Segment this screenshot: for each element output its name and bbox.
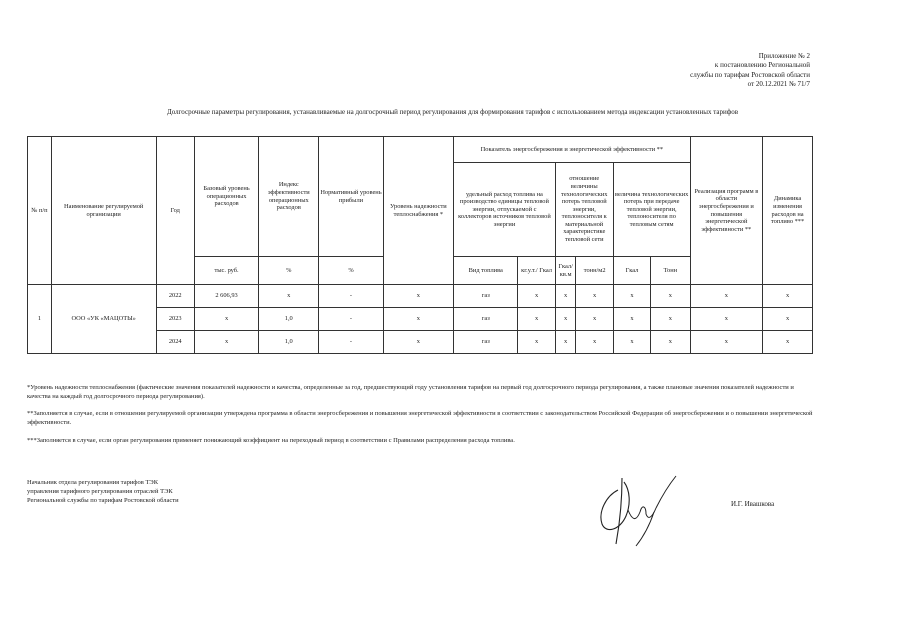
unit-fuel-type: Вид топлива bbox=[454, 257, 518, 285]
unit-base-costs: тыс. руб. bbox=[194, 257, 258, 285]
cell-base: 2 606,93 bbox=[194, 285, 258, 308]
cell-index: 1,0 bbox=[259, 308, 319, 331]
signatory-name: И.Г. Ивашкова bbox=[731, 500, 775, 508]
cell-profit: - bbox=[319, 308, 383, 331]
appendix-block bbox=[690, 52, 810, 90]
signatory-position bbox=[27, 478, 179, 506]
cell-value: x bbox=[555, 308, 576, 331]
cell-value: x bbox=[651, 285, 690, 308]
cell-base: x bbox=[194, 308, 258, 331]
cell-value: x bbox=[555, 331, 576, 354]
footnote-energy-program: **Заполняется в случае, если в отношении регулируемой организации утверждена программа в области энергосбережения и повышения энергетической эффективности в соответствии с законодательством Российской Федерации об энергосбережении и о повышении энергетической эффективности. bbox=[27, 410, 813, 426]
cell-year: 2023 bbox=[156, 308, 194, 331]
unit-profit: % bbox=[319, 257, 383, 285]
unit-fuel: кг.у.т./ Гкал bbox=[518, 257, 555, 285]
header-program: Реализация программ в области энергосбережения и повышения энергетической эффективности ** bbox=[690, 137, 763, 285]
header-reliability: Уровень надежности теплоснабжения * bbox=[383, 137, 454, 285]
cell-value: x bbox=[576, 285, 613, 308]
cell-value: x bbox=[555, 285, 576, 308]
cell-value: x bbox=[613, 308, 650, 331]
header-base-costs: Базовый уровень операционных расходов bbox=[194, 137, 258, 257]
cell-reliability: x bbox=[383, 331, 454, 354]
appendix-line: от 20.12.2021 № 71/7 bbox=[747, 80, 810, 89]
cell-value: x bbox=[518, 285, 555, 308]
cell-value: x bbox=[763, 308, 813, 331]
cell-value: x bbox=[690, 308, 763, 331]
signatory-line: Начальник отдела регулирования тарифов ТЭК bbox=[27, 479, 159, 486]
handwritten-signature bbox=[592, 470, 682, 548]
signatory-line: управления тарифного регулирования отраслей ТЭК bbox=[27, 488, 173, 496]
cell-value: x bbox=[651, 308, 690, 331]
document-title: Долгосрочные параметры регулирования, устанавливаемые на долгосрочный период регулирования для формирования тарифов с использованием метода индексации установленных тарифов bbox=[166, 108, 739, 116]
appendix-line: к постановлению Региональной bbox=[714, 61, 810, 70]
cell-profit: - bbox=[319, 285, 383, 308]
cell-value: x bbox=[651, 331, 690, 354]
org-num: 1 bbox=[28, 285, 52, 354]
cell-reliability: x bbox=[383, 285, 454, 308]
appendix-line: службы по тарифам Ростовской области bbox=[690, 70, 810, 79]
cell-fuel: газ bbox=[454, 308, 518, 331]
unit-gcal-km: Гкал/ кв.м bbox=[555, 257, 576, 285]
header-loss-ratio: отношение величины технологических потерь тепловой энергии, теплоносителя к материальной характеристике тепловой сети bbox=[555, 163, 613, 257]
cell-value: x bbox=[690, 331, 763, 354]
cell-value: x bbox=[518, 308, 555, 331]
unit-ton-m2: тонн/м2 bbox=[576, 257, 613, 285]
header-org: Наименование регулируемой организации bbox=[51, 137, 156, 285]
cell-value: x bbox=[763, 331, 813, 354]
cell-value: x bbox=[576, 308, 613, 331]
header-num: № п/п bbox=[28, 137, 52, 285]
cell-base: x bbox=[194, 331, 258, 354]
signatory-line: Региональной службы по тарифам Ростовской области bbox=[27, 497, 179, 505]
cell-reliability: x bbox=[383, 308, 454, 331]
appendix-line: Приложение № 2 bbox=[758, 52, 810, 60]
footnote-reliability: *Уровень надежности теплоснабжения (фактические значения показателей надежности и качества, определенные за год, предшествующий году установления тарифов на первый год долгосрочного периода регулирования, а также плановые значения показателей надежности и качества на каждый год долгосрочного периода регулирования). bbox=[27, 384, 794, 400]
header-index: Индекс эффективности операционных расходов bbox=[259, 137, 319, 257]
cell-year: 2024 bbox=[156, 331, 194, 354]
cell-value: x bbox=[690, 285, 763, 308]
cell-profit: - bbox=[319, 331, 383, 354]
cell-value: x bbox=[576, 331, 613, 354]
parameters-table bbox=[27, 136, 813, 354]
cell-value: x bbox=[518, 331, 555, 354]
header-dynamics: Динамика изменения расходов на топливо *** bbox=[763, 137, 813, 285]
header-profit: Нормативный уровень прибыли bbox=[319, 137, 383, 257]
cell-value: x bbox=[613, 331, 650, 354]
cell-year: 2022 bbox=[156, 285, 194, 308]
unit-gcal: Гкал bbox=[613, 257, 650, 285]
cell-index: x bbox=[259, 285, 319, 308]
cell-fuel: газ bbox=[454, 285, 518, 308]
cell-value: x bbox=[763, 285, 813, 308]
header-energy-group: Показатель энергосбережения и энергетической эффективности ** bbox=[454, 137, 690, 163]
header-year: Год bbox=[156, 137, 194, 285]
unit-index: % bbox=[259, 257, 319, 285]
table-row bbox=[28, 285, 813, 308]
cell-index: 1,0 bbox=[259, 331, 319, 354]
cell-value: x bbox=[613, 285, 650, 308]
unit-ton: Тонн bbox=[651, 257, 690, 285]
footnote-fuel-dynamics: ***Заполняется в случае, если орган регулирования применяет понижающий коэффициент на переходный период в соответствии с Правилами распределения расхода топлива. bbox=[27, 437, 515, 444]
org-name: ООО «УК «МАЦОТЫ» bbox=[51, 285, 156, 354]
cell-fuel: газ bbox=[454, 331, 518, 354]
header-loss-value: величина технологических потерь при передаче тепловой энергии, теплоносителя по тепловым сетям bbox=[613, 163, 690, 257]
header-fuel-rate: удельный расход топлива на производство единицы тепловой энергии, отпускаемой с коллекторов источников тепловой энергии bbox=[454, 163, 556, 257]
